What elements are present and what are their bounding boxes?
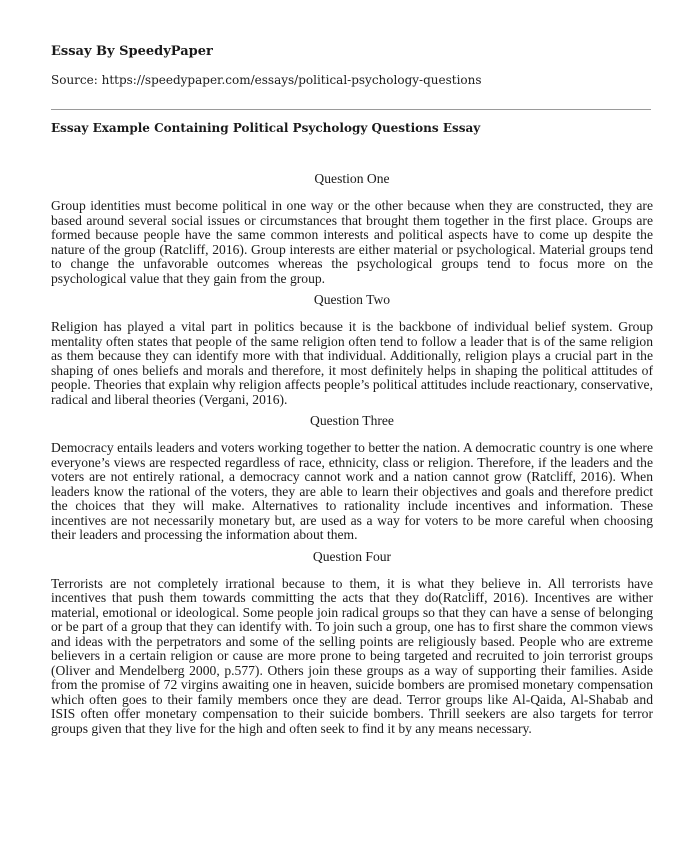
section-heading: Question Three — [310, 413, 394, 428]
section-heading: Question One — [314, 171, 390, 186]
section-paragraph: Terrorists are not completely irrational because to them, it is what they believe in. All terrorists have incentives that push them towards committing the acts that they do(Ratcliff, 2016). Incentives are wither material, emotional or ideological. Some people join radical groups so that they can have a sense of belonging or be part of a group that they can identify with. To join such a group, one has to first share the common views and ideas with the perpetrators and some of the selling points are religiously based. People who are extreme believers in a certain religion or cause are more prone to being targeted and recruited to join terrorist groups (Oliver and Mendelberg 2000, p.577). Others join these groups as a way of supporting their families. Aside from the promise of 72 virgins awaiting one in heaven, suicide bombers are promised monetary compensation which often goes to their family members once they are dead. Terror groups like Al-Qaida, Al-Shabab and ISIS often offer monetary compensation to their suicide bombers. Thrill seekers are also targets for terror groups given that they live for the high and often seek to find it by any means necessary. — [51, 575, 653, 736]
header-divider — [51, 109, 651, 110]
section-heading: Question Four — [312, 548, 392, 564]
section-heading: Question Two — [313, 292, 391, 307]
brand-header: Essay By SpeedyPaper — [51, 44, 213, 59]
essay-title: Essay Example Containing Political Psychology Questions Essay — [51, 121, 481, 135]
section-question-four — [51, 549, 653, 737]
section-paragraph: Group identities must become political in one way or the other because when they are constructed, they are based around several social issues or circumstances that brought them together in the first place. Groups are formed because people have the same common interests and political aspects have to come up despite the nature of the group (Ratcliff, 2016). Group interests are either material or psychological. Material groups tend to change the unfavorable outcomes whereas the psychological groups tend to focus more on the psychological value that they gain from the group. — [51, 198, 653, 286]
section-question-two — [51, 292, 653, 407]
section-paragraph: Democracy entails leaders and voters working together to better the nation. A democratic country is one where everyone’s views are respected regardless of race, ethnicity, class or religion. Therefore, if the leaders and the voters are not entirely rational, a democracy cannot work and a nation cannot grow (Ratcliff, 2016). When leaders know the rational of the voters, they are able to learn their objectives and goals and therefore predict the choices that they will make. Alternatives to rationality include incentives and information. These incentives are not necessarily monetary but, are used as a way for voters to be more careful when choosing their leaders and processing the information about them. — [51, 440, 653, 542]
section-question-one — [51, 171, 653, 286]
essay-body — [51, 171, 653, 742]
source-line: Source: https://speedypaper.com/essays/political-psychology-questions — [51, 73, 482, 87]
section-question-three — [51, 413, 653, 543]
section-paragraph: Religion has played a vital part in politics because it is the backbone of individual belief system. Group mentality often states that people of the same religion often tend to follow a leader that is of the same religion as them because they can identify more with that individual. Additionally, religion plays a crucial part in the shaping of ones beliefs and morals and therefore, it most definitely helps in shaping the political attitudes of people. Theories that explain why religion affects people’s political attitudes include reactionary, conservative, radical and liberal theories (Vergani, 2016). — [51, 319, 653, 407]
